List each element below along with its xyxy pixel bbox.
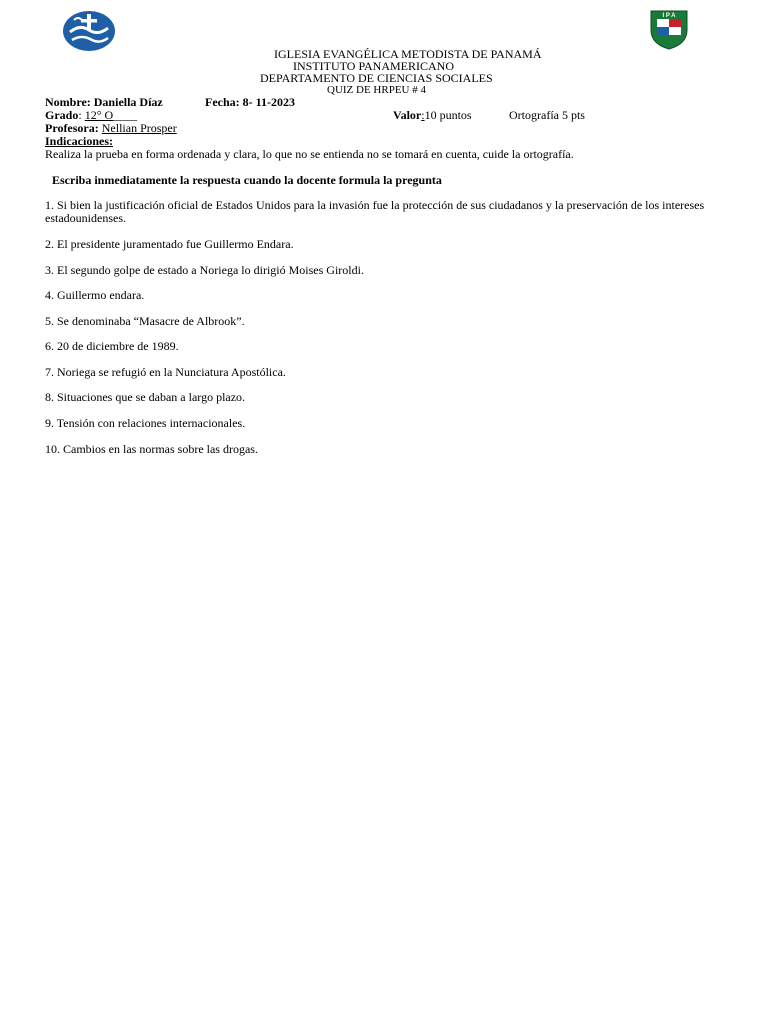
department-name: DEPARTAMENTO DE CIENCIAS SOCIALES <box>260 71 493 85</box>
value-line <box>393 109 472 122</box>
teacher-label: Profesora: <box>45 121 102 135</box>
answer-1: 1. Si bien la justificación oficial de Estados Unidos para la invasión fue la protección de sus ciudadanos y la preservación de los intereses estadounidenses. <box>45 198 705 225</box>
answer-6: 6. 20 de diciembre de 1989. <box>45 339 179 353</box>
logo-right-text: I P A <box>662 13 676 19</box>
grade-label: Grado <box>45 108 79 122</box>
quiz-title: QUIZ DE HRPEU # 4 <box>327 84 426 96</box>
instructions-title: Indicaciones: <box>45 134 114 148</box>
ipa-shield-icon <box>648 8 690 50</box>
student-name: Nombre: Daniella Díaz <box>45 95 163 109</box>
value-text: 10 puntos <box>424 108 472 122</box>
answer-5: 5. Se denominaba “Masacre de Albrook”. <box>45 314 245 328</box>
answer-8: 8. Situaciones que se daban a largo plazo. <box>45 390 246 404</box>
grade-blank: ____ <box>113 108 138 122</box>
methodist-emblem-icon <box>62 10 116 52</box>
answer-9: 9. Tensión con relaciones internacionales. <box>45 416 246 430</box>
teacher-name: Nellian Prosper <box>101 121 177 135</box>
grade-value: 12° O <box>84 108 114 122</box>
church-name: IGLESIA EVANGÉLICA METODISTA DE PANAMÁ <box>274 47 542 61</box>
instructions-note: Escriba inmediatamente la respuesta cuando la docente formula la pregunta <box>52 173 442 187</box>
value-label: Valor <box>393 108 422 122</box>
answer-2: 2. El presidente juramentado fue Guillermo Endara. <box>45 237 294 251</box>
answer-3: 3. El segundo golpe de estado a Noriega lo dirigió Moises Giroldi. <box>45 263 364 277</box>
quiz-date: Fecha: 8- 11-2023 <box>205 95 295 109</box>
institute-name: INSTITUTO PANAMERICANO <box>293 59 455 73</box>
grade-colon: : <box>78 108 85 122</box>
answer-10: 10. Cambios en las normas sobre las drogas. <box>45 442 258 456</box>
answer-4: 4. Guillermo endara. <box>45 288 145 302</box>
spelling-points: Ortografía 5 pts <box>509 108 585 122</box>
value-colon: : <box>421 108 425 122</box>
answer-7: 7. Noriega se refugió en la Nunciatura Apostólica. <box>45 365 286 379</box>
instructions-text: Realiza la prueba en forma ordenada y clara, lo que no se entienda no se tomará en cuenta, cuide la ortografía. <box>45 147 574 161</box>
